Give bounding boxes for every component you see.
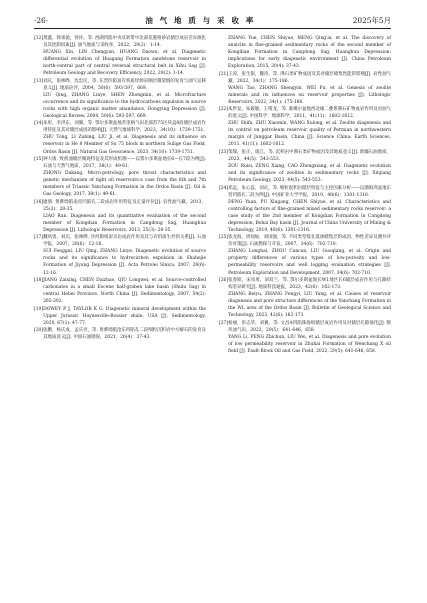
reference-text (228, 149, 391, 184)
reference-entry (219, 320, 391, 355)
reference-entry (219, 35, 391, 70)
reference-text (228, 185, 391, 234)
reference-text (228, 71, 391, 106)
reference-entry (34, 199, 206, 234)
reference-entry (34, 120, 206, 155)
reference-number: [14] (34, 121, 44, 127)
reference-line: DOWEY P J, TAYLOR K G. Diagenetic mineral development within the Upper Jurassic Haynesville-Bossier shale, USA [J]. Sedimentology, 2020, 67(1): 47-77. (43, 306, 206, 326)
reference-entry (219, 277, 391, 319)
reference-line: 邓远，朱心蕊，刘庆，等. 细粒混积岩储层特征与主控因素分析——以渤海湾盆地东营凹陷孔二段为例[J]. 中国矿业大学学报，2019，48(6)：1301-1316. (228, 185, 391, 198)
reference-columns (34, 35, 391, 593)
journal-title: 油 气 地 质 与 采 收 率 (145, 15, 256, 25)
reference-line: DENG Yuan, PU Xiugang, CHEN Shiyue, et al. Characteristics and controlling factors of fine-grained mixed sedimentary rocks reservoir: a case study of the 2nd member of Kongdian Formation in Cangdong depression, Bohai Bay basin [J]. Journal of China University of Mining & Technology, 2019, 48(6): 1301-1316. (228, 199, 391, 233)
reference-line: 廖朋. 黄骅坳陷南皮凹陷孔二段成岩作用特征及定量评价[J]. 岩性油气藏，2013，25(3)：28-35. (43, 199, 206, 212)
reference-entry (219, 71, 391, 106)
reference-column-right (219, 35, 391, 593)
reference-number: [24] (219, 185, 229, 191)
reference-text (43, 306, 206, 327)
reference-text (43, 120, 206, 155)
reference-entry (34, 327, 206, 341)
reference-line: ZHONG Dakang. Micro-petrology, pore throat characteristics and genetic mechanism of tight oil reservoirs-a case from the 6th and 7th members of Triassic Yanchang Formation in the Ordos Basin [J]. Oil & Gas Geology, 2017, 38(1): 49-61. (43, 171, 206, 198)
reference-text (43, 327, 206, 341)
reference-line: ZHANG Yue, CHEN Shiyue, MENG Qing'ai, et al. The discovery of analcite in fine-grained sedimentary rocks of the second member of Kongdian Formation in Cangdong Sag, Huanghua Depression: implications for early diagenetic environment [J]. China Petroleum Exploration, 2015, 20(4): 37-43. (228, 36, 391, 70)
reference-number (219, 35, 228, 70)
reference-line: 朱彤，李洪东，刘翼，等. 鄂尔多斯盆地苏里格气田北部苏75区块盒8段储层成岩作用特征及其对储层成因的影响[J]. 天然气地球科学，2023，34(10)：1739-1751. (43, 121, 206, 134)
reference-line: 钟大康. 致密油储层微观特征及其形成机理——以鄂尔多斯盆地长6—长7段为例[J]. 石油与天然气地质，2017，38(1)：49-61. (43, 156, 206, 170)
header-rule (34, 28, 391, 29)
reference-line: WANG Tao, ZHANG Shengyin, WEI Pu, et al. Genesis of zeolite minerals and its influences on reservoir properties [J]. Lithologic Reservoirs, 2022, 34(1): 175-186. (228, 85, 391, 105)
reference-text (43, 78, 206, 120)
reference-text (228, 277, 391, 319)
reference-entry (34, 234, 206, 276)
reference-line: ZHU Shifa, ZHU Xiaomin, WANG Xulong, et al. Zeolite diagenesis and its control on petroleum reservoir quality of Permian in northwestern margin of Junggar Basin, China [J]. Science China: Earth Sciences, 2011, 41(11): 1602-1612. (228, 121, 391, 148)
reference-line: 王涛，张生银，魏涛，等. 沸石类矿物成因及其对储层储集性能的影响[J]. 岩性油气藏，2022，34(1)：175-186. (228, 71, 391, 84)
reference-number: [13] (34, 78, 44, 84)
reference-entry (219, 106, 391, 148)
reference-line: ZHANG Longhai, ZHOU Cancan, LIU Guoqiang, et al. Origin and property differences of various types of low-porosity and low-permeability reservoirs and well logging evaluation strategies [J]. Petroleum Exploration and Development, 2007, 34(6): 702-710. (228, 249, 391, 276)
reference-number: [20] (34, 328, 44, 334)
reference-number: [12] (34, 36, 44, 41)
reference-text (43, 156, 206, 198)
reference-line: 张春阳，宋凤勇，刘双兰，等. 鄂尔多斯盆地长W1地区长6储层成岩作用与孔隙结构差异研究[J]. 地质科技通报，2023，42(6)：162-173. (228, 277, 391, 290)
reference-entry (219, 185, 391, 234)
reference-line: JIANG Zaixing, CHEN Daizhao, QIU Longwei, et al. Source-controlled carbonates in a small Eocene half-graben lake basin (Shulu Sag) in central Hebei Province, North China [J]. Sedimentology, 2007, 54(2): 265-292. (43, 277, 206, 305)
reference-entry (34, 156, 206, 198)
reference-line: YANG Li, PENG Zhichun, LIU Wei, et al. Diagenesis and pore evolution of low permeability reservoir in Zhuhai Formation of Wenchang X oil field [J]. Fault-Block Oil and Gas Field, 2022, 29(5): 641-646, 658. (228, 334, 391, 354)
reference-number: [16] (34, 199, 44, 205)
reference-line: HUANG Xin, LIN Chengyan, HUANG Daowu, et al. Diagenetic differential evolution of Huagang Formation sandstone reservoir in north-central part of central reversal structural belt in Xihu Sag [J]. Petroleum Geology and Recovery Efficiency, 2022, 29(2): 1-14. (43, 50, 206, 77)
running-header (34, 14, 391, 26)
reference-number: [22] (219, 107, 229, 113)
reference-number: [25] (219, 235, 229, 241)
reference-line: 龚鑫，韩承驰，曾祥，等. 西湖凹陷中央反转带中北部花港组砂岩储层成岩差异演化及其控制因素[J]. 油气地质与采收率，2022，29(2)：1-14. (43, 36, 206, 49)
reference-text (228, 35, 391, 70)
reference-text (228, 320, 391, 355)
reference-text (228, 106, 391, 148)
reference-text (43, 277, 206, 305)
reference-column-left (34, 35, 206, 593)
reference-number: [27] (219, 320, 229, 326)
reference-line: 朱世发，朱筱敏，王绪龙，等. 准噶尔盆地西北缘二叠系沸石矿物成岩作用及对油气的意义[J]. 中国科学：地球科学，2011，41(11)：1602-1612. (228, 107, 391, 120)
reference-line: 邹瑞，张正，康江，等. 沉积岩中沸石类矿物成因及其地质意义[J]. 新疆石油地质，2023，44(5)：543-553. (228, 149, 391, 162)
reference-line: 张鹏，杨庆成，孟庆亮，等. 黄骅坳陷沧东凹陷孔二段细粒沉积岩中方解石的发育及其地质意义[J]. 中国石油勘探，2021，26(4)：37-43. (43, 328, 206, 341)
page-number: ·26· (34, 15, 49, 25)
issue-date: 2025年5月 (352, 15, 391, 25)
reference-number: [17] (34, 235, 44, 241)
reference-number: [15] (34, 156, 44, 162)
reference-number: [26] (219, 277, 229, 283)
reference-entry (34, 78, 206, 120)
reference-line: SUI Fenggui, LIU Qing, ZHANG Linye. Diagenetic evolution of source rocks and its significance to hydrocarbon expulsion in Shahejie Formation of Jiyang Depression [J]. Acta Petrolei Sinica, 2007, 28(6): 12-16. (43, 249, 206, 276)
reference-entry (34, 306, 206, 327)
reference-entry (34, 277, 206, 305)
reference-number: [19] (34, 306, 44, 312)
reference-number: [21] (219, 71, 229, 77)
reference-line: LIU Qing, ZHANG Linye, SHEN Zhongmin, et al. Microfracture occurrence and its significance to the hydrocarbons expulsion in source rocks with high organic matter abundance, Dongying Depression [J]. Geological Review, 2004, 50(6): 593-597, 669. (43, 92, 206, 119)
reference-text (43, 199, 206, 234)
reference-entry (219, 149, 391, 184)
reference-entry (34, 35, 206, 77)
reference-line: ZOU Ruisi, ZENG Xiang, CAO Zhongxiang, et al. Diagenetic evolution and its significance of zeolites in sedimentary rocks [J]. Xinjiang Petroleum Geology, 2023, 44(5): 543-553. (228, 164, 391, 184)
reference-line: ZHANG Beiyu, ZHANG Fengyi, LIU Yang, et al. Causes of reservoir diagenesis and pore structure differences of the Yanchang Formation in the WL area of the Ordos Basin [J]. Bulletin of Geological Science and Technology, 2023, 42(6): 162-173. (228, 292, 391, 319)
reference-number: [18] (34, 277, 44, 283)
reference-text (43, 35, 206, 77)
reference-number: [23] (219, 149, 229, 155)
reference-text (228, 234, 391, 276)
reference-entry (219, 234, 391, 276)
reference-line: 张龙海，周灿灿，刘国强，等. 不同类型低孔低渗储集层的成因、物性差异及测井评价对策[J]. 石油勘探与开发，2007，34(6)：702-710. (228, 235, 391, 248)
reference-text (43, 234, 206, 276)
reference-line: 魏风勇，刘庆，张林晔. 沙河街组泥页岩成岩作用及其与有机质生烃的关系[J]. 石油学报，2007，28(6)：12-16. (43, 235, 206, 248)
reference-line: 刘庆，张林晔，沈忠民，等. 东营凹陷富有机质烃源岩顺层微裂缝的发育与油气运移意义[J]. 地质论评，2004，50(6)：593-597，669. (43, 78, 206, 91)
reference-line: 杨丽，彭志华，刘翼，等. 文昌A凹陷珠海组储层成岩作用及对储层孔隙演化[J]. 断块油气田，2022，29(5)：641-646，658. (228, 320, 391, 333)
reference-line: ZHU Tong, LI Zubing, LIU Ji, et al. Diagenesis and its influence on reservoir in He 8 Member of Su 75 block in northern Sulige Gas Field, Ordos Basin [J]. Natural Gas Geoscience, 2023, 34(10): 1739-1751. (43, 135, 206, 155)
reference-line: LIAO Ran. Diagenesis and its quantitative evaluation of the second member of Kongdian Formation in Cangdong Sag, Huanghua Depression [J]. Lithologic Reservoirs, 2013, 25(3): 28-35. (43, 213, 206, 233)
